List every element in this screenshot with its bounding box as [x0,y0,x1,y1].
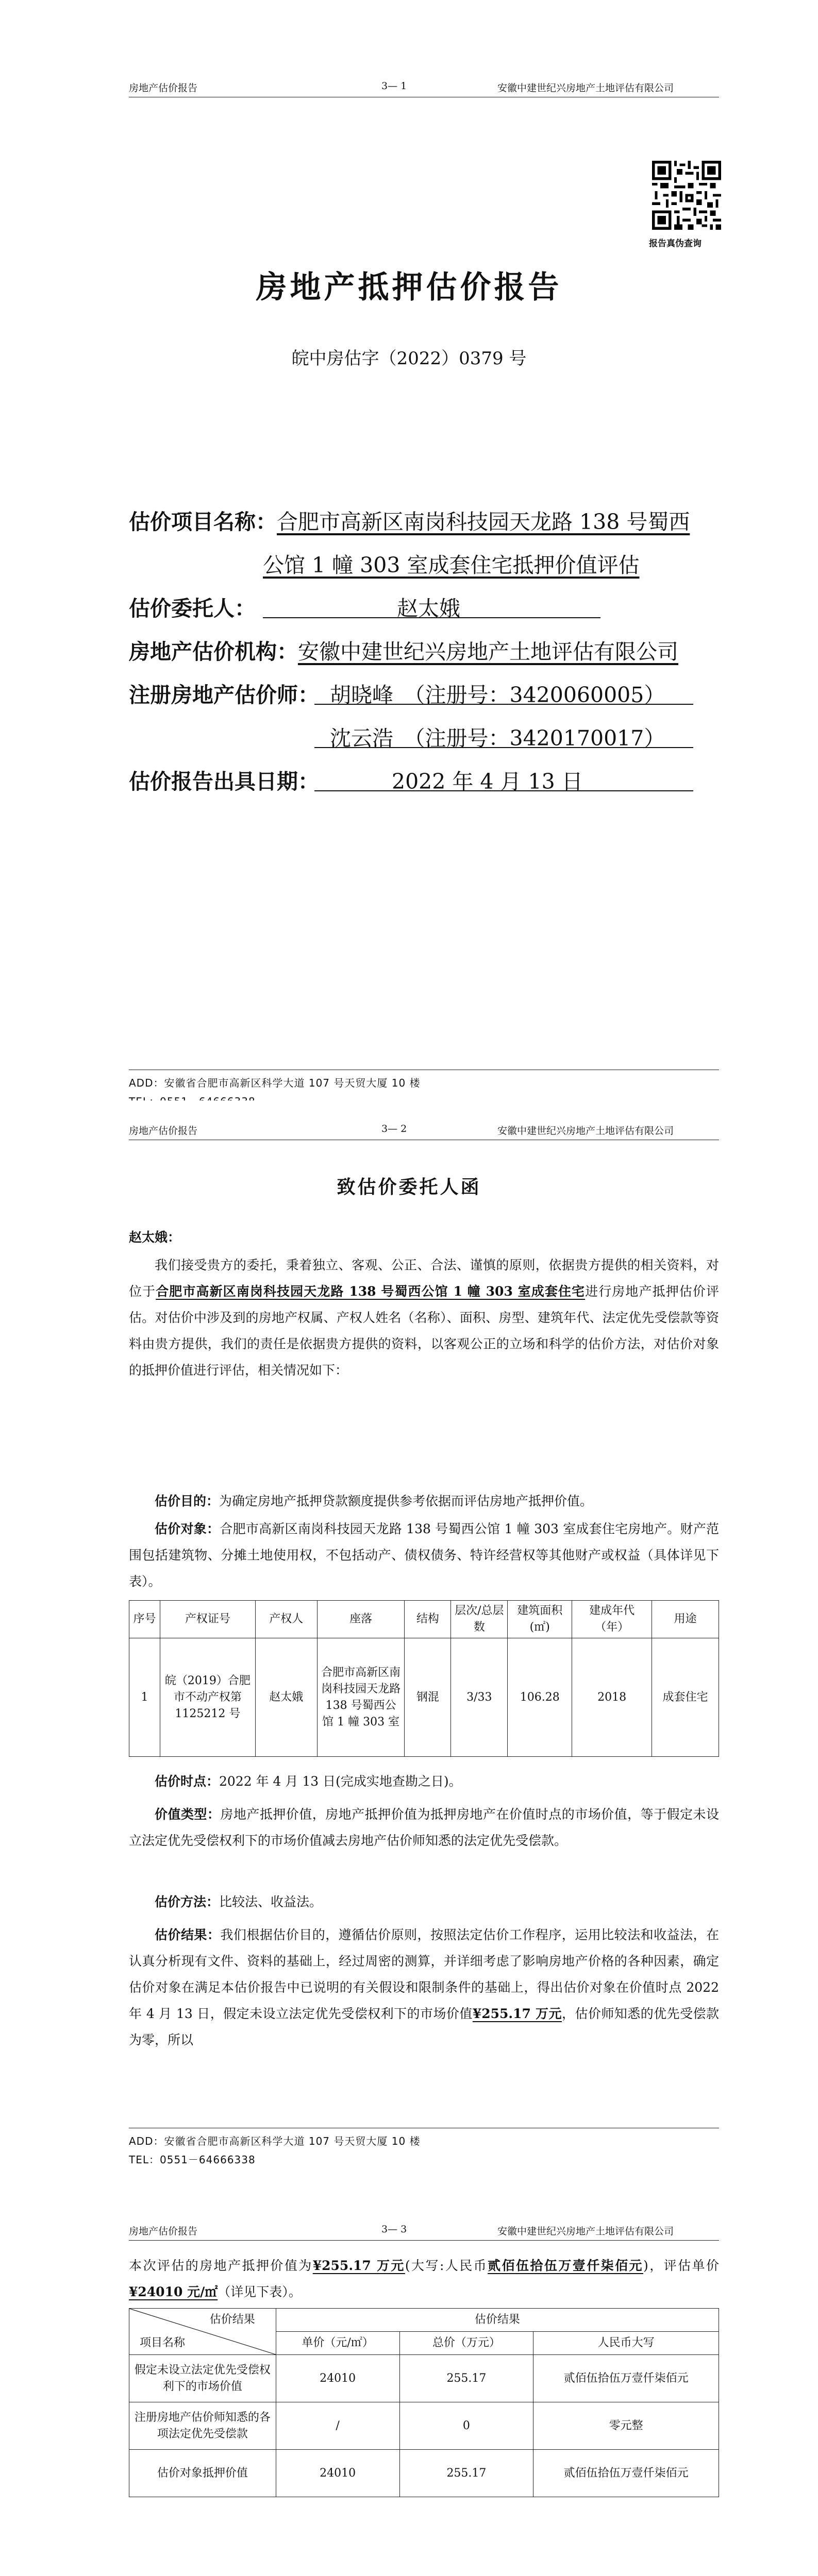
footer-address: ADD：安徽省合肥市高新区科学大道 107 号天贸大厦 10 楼 [129,2135,421,2147]
report-title: 房地产抵押估价报告 [256,269,562,306]
mortgage-value: ¥255.17 万元 [312,2258,405,2273]
table-row: 估价对象抵押价值 24010 255.17 贰佰伍拾伍万壹仟柒佰元 [129,2450,719,2497]
corner-top-label: 估价结果 [209,2313,255,2326]
purpose-paragraph [129,1488,719,1514]
appraiser-1-underline [314,704,693,705]
client-row [129,591,256,622]
mortgage-value-words: 贰佰伍拾伍万壹仟柒佰元 [488,2258,644,2273]
org-row [129,635,678,665]
header-page-number: 3— 3 [381,2224,407,2235]
header-left: 房地产估价报告 [129,82,198,94]
header-right: 安徽中建世纪兴房地产土地评估有限公司 [497,82,674,94]
appraiser-label: 注册房地产估价师： [129,683,319,707]
value-type-label: 价值类型： [155,1807,221,1822]
date-underline [314,790,693,791]
property-address: 合肥市高新区南岗科技园天龙路 138 号蜀西公馆 1 幢 303 室成套住宅 [156,1284,586,1299]
value-type-paragraph: 价值类型：房地产抵押价值，房地产抵押价值为抵押房地产在价值时点的市场价值，等于假定未设立法定优先受偿权利下的市场价值减去房地产估价师知悉的法定优先受偿款。 [129,1807,719,1848]
qr-caption: 报告真伪查询 [649,239,702,249]
object-label: 估价对象： [155,1521,220,1536]
page-header [0,76,818,97]
salutation: 赵太娥： [129,1230,181,1245]
valuation-time-paragraph: 估价时点：2022 年 4 月 13 日(完成实地查勘之日)。 [155,1774,462,1789]
header-right: 安徽中建世纪兴房地产土地评估有限公司 [497,1125,674,1137]
header-right: 安徽中建世纪兴房地产土地评估有限公司 [497,2226,674,2237]
valuation-group-header: 估价结果 [276,2309,719,2332]
table-row: 假定未设立法定优先受偿权利下的市场价值 24010 255.17 贰佰伍拾伍万壹仟柒佰元 [129,2355,719,2402]
result-paragraph: 估价结果：我们根据估价目的，遵循估价原则，按照法定估价工作程序，运用比较法和收益法，在认真分析现有文件、资料的基础上，经过周密的测算，并详细考虑了影响房地产价格的各种因素，确定估价对象在满足本估价报告中已说明的有关假设和限制条件的基础上，得出估价对象在价值时点 2022 年 4 月 13 日，假定未设立法定优先受偿权利下的市场价值¥255.17 万元，估价师知悉的优先受偿款为零，所以 [129,1927,719,2047]
report-number: 皖中房估字（2022）0379 号 [291,348,527,369]
object-text: 合肥市高新区南岗科技园天龙路 138 号蜀西公馆 1 幢 303 室成套住宅房地产。财产范围包括建筑物、分摊土地使用权，不包括动产、债权债务、特许经营权等其他财产或权益（具体详见下表）。 [129,1521,719,1589]
project-name-label: 估价项目名称： [129,510,277,534]
purpose-text: 为确定房地产抵押贷款额度提供参考依据而评估房地产抵押价值。 [219,1494,593,1509]
method-label: 估价方法： [155,1894,220,1909]
header-page-number: 3— 1 [381,80,407,92]
appraiser-2: 沈云浩 （注册号：3420170017） [330,726,665,751]
footer [129,2132,421,2169]
cover-page [0,0,818,1100]
project-name-line1: 合肥市高新区南岗科技园天龙路 138 号蜀西 [277,510,690,534]
object-paragraph [129,1516,719,1595]
unit-price: ¥24010 元/㎡ [129,2284,218,2299]
valuation-table-header-2: 单价（元/㎡） 总价（万元） 人民币大写 [129,2332,719,2355]
header-left: 房地产估价报告 [129,2226,198,2237]
intro-paragraph: 我们接受贵方的委托，秉着独立、客观、公正、合法、谨慎的原则，依据贵方提供的相关资料，对位于合肥市高新区南岗科技园天龙路 138 号蜀西公馆 1 幢 303 室成套住宅进行房地产抵押估价评估。对估价中涉及到的房地产权属、产权人姓名（名称）、面积、房型、建筑年代、法定优先受偿款等资料由贵方提供，我们的责任是依据贵方提供的资料，以客观公正的立场和科学的估价方法，对估价对象的抵押价值进行评估，相关情况如下： [129,1258,719,1378]
client-label: 估价委托人： [129,596,256,621]
valuation-time-label: 估价时点： [155,1774,220,1789]
method-paragraph: 估价方法：比较法、收益法。 [155,1894,323,1909]
project-name-line2: 公馆 1 幢 303 室成套住宅抵押价值评估 [263,553,640,578]
result-label: 估价结果： [155,1927,221,1942]
table-row: 1 皖（2019）合肥市不动产权第 1125212 号 赵太娥 合肥市高新区南岗科技园天龙路 138 号蜀西公馆 1 幢 303 室 钢混 3/33 106.28 2018 成套住宅 [129,1638,719,1757]
project-name-row-2 [263,548,639,579]
valuation-result-table [129,2308,719,2497]
date-value: 2022 年 4 月 13 日 [392,769,583,794]
org-value: 安徽中建世纪兴房地产土地评估有限公司 [298,639,678,664]
table-corner-cell [129,2309,276,2355]
client-value: 赵太娥 [397,596,460,621]
date-label: 估价报告出具日期： [129,769,319,794]
header-rule [129,2240,719,2241]
appraiser-1: 胡晓峰 （注册号：3420060005） [330,683,665,707]
page-header [0,2219,818,2240]
letter-title: 致估价委托人函 [337,1176,481,1198]
appraiser-row [129,678,319,708]
property-table-header: 序号 产权证号 产权人 座落 结构 层次/总层数 建筑面积(㎡) 建成年代（年） 用途 [129,1601,719,1638]
appraiser-2-underline [314,747,693,748]
results-page [0,2201,818,2576]
footer-address: ADD：安徽省合肥市高新区科学大道 107 号天贸大厦 10 楼 [129,1077,421,1089]
valuation-table-header-1 [129,2309,719,2332]
header-page-number: 3— 2 [381,1123,407,1134]
corner-bottom-label: 项目名称 [140,2336,186,2349]
table-row: 注册房地产估价师知悉的各项法定优先受偿款 / 0 零元整 [129,2402,719,2450]
qr-code-icon[interactable] [652,161,721,230]
page-header [0,1119,818,1140]
market-value: ¥255.17 万元 [472,2006,562,2021]
property-table [129,1600,719,1757]
project-name-row [129,505,690,535]
purpose-label: 估价目的： [155,1494,220,1509]
letter-page [0,1100,818,2201]
header-left: 房地产估价报告 [129,1125,198,1137]
mortgage-value-paragraph: 本次评估的房地产抵押价值为¥255.17 万元(大写:人民币贰佰伍拾伍万壹仟柒佰元)，评估单价¥24010 元/㎡（详见下表）。 [129,2258,719,2299]
date-row [129,765,319,795]
footer-tel: TEL：0551－64666338 [129,2154,256,2166]
org-label: 房地产估价机构： [129,639,298,664]
